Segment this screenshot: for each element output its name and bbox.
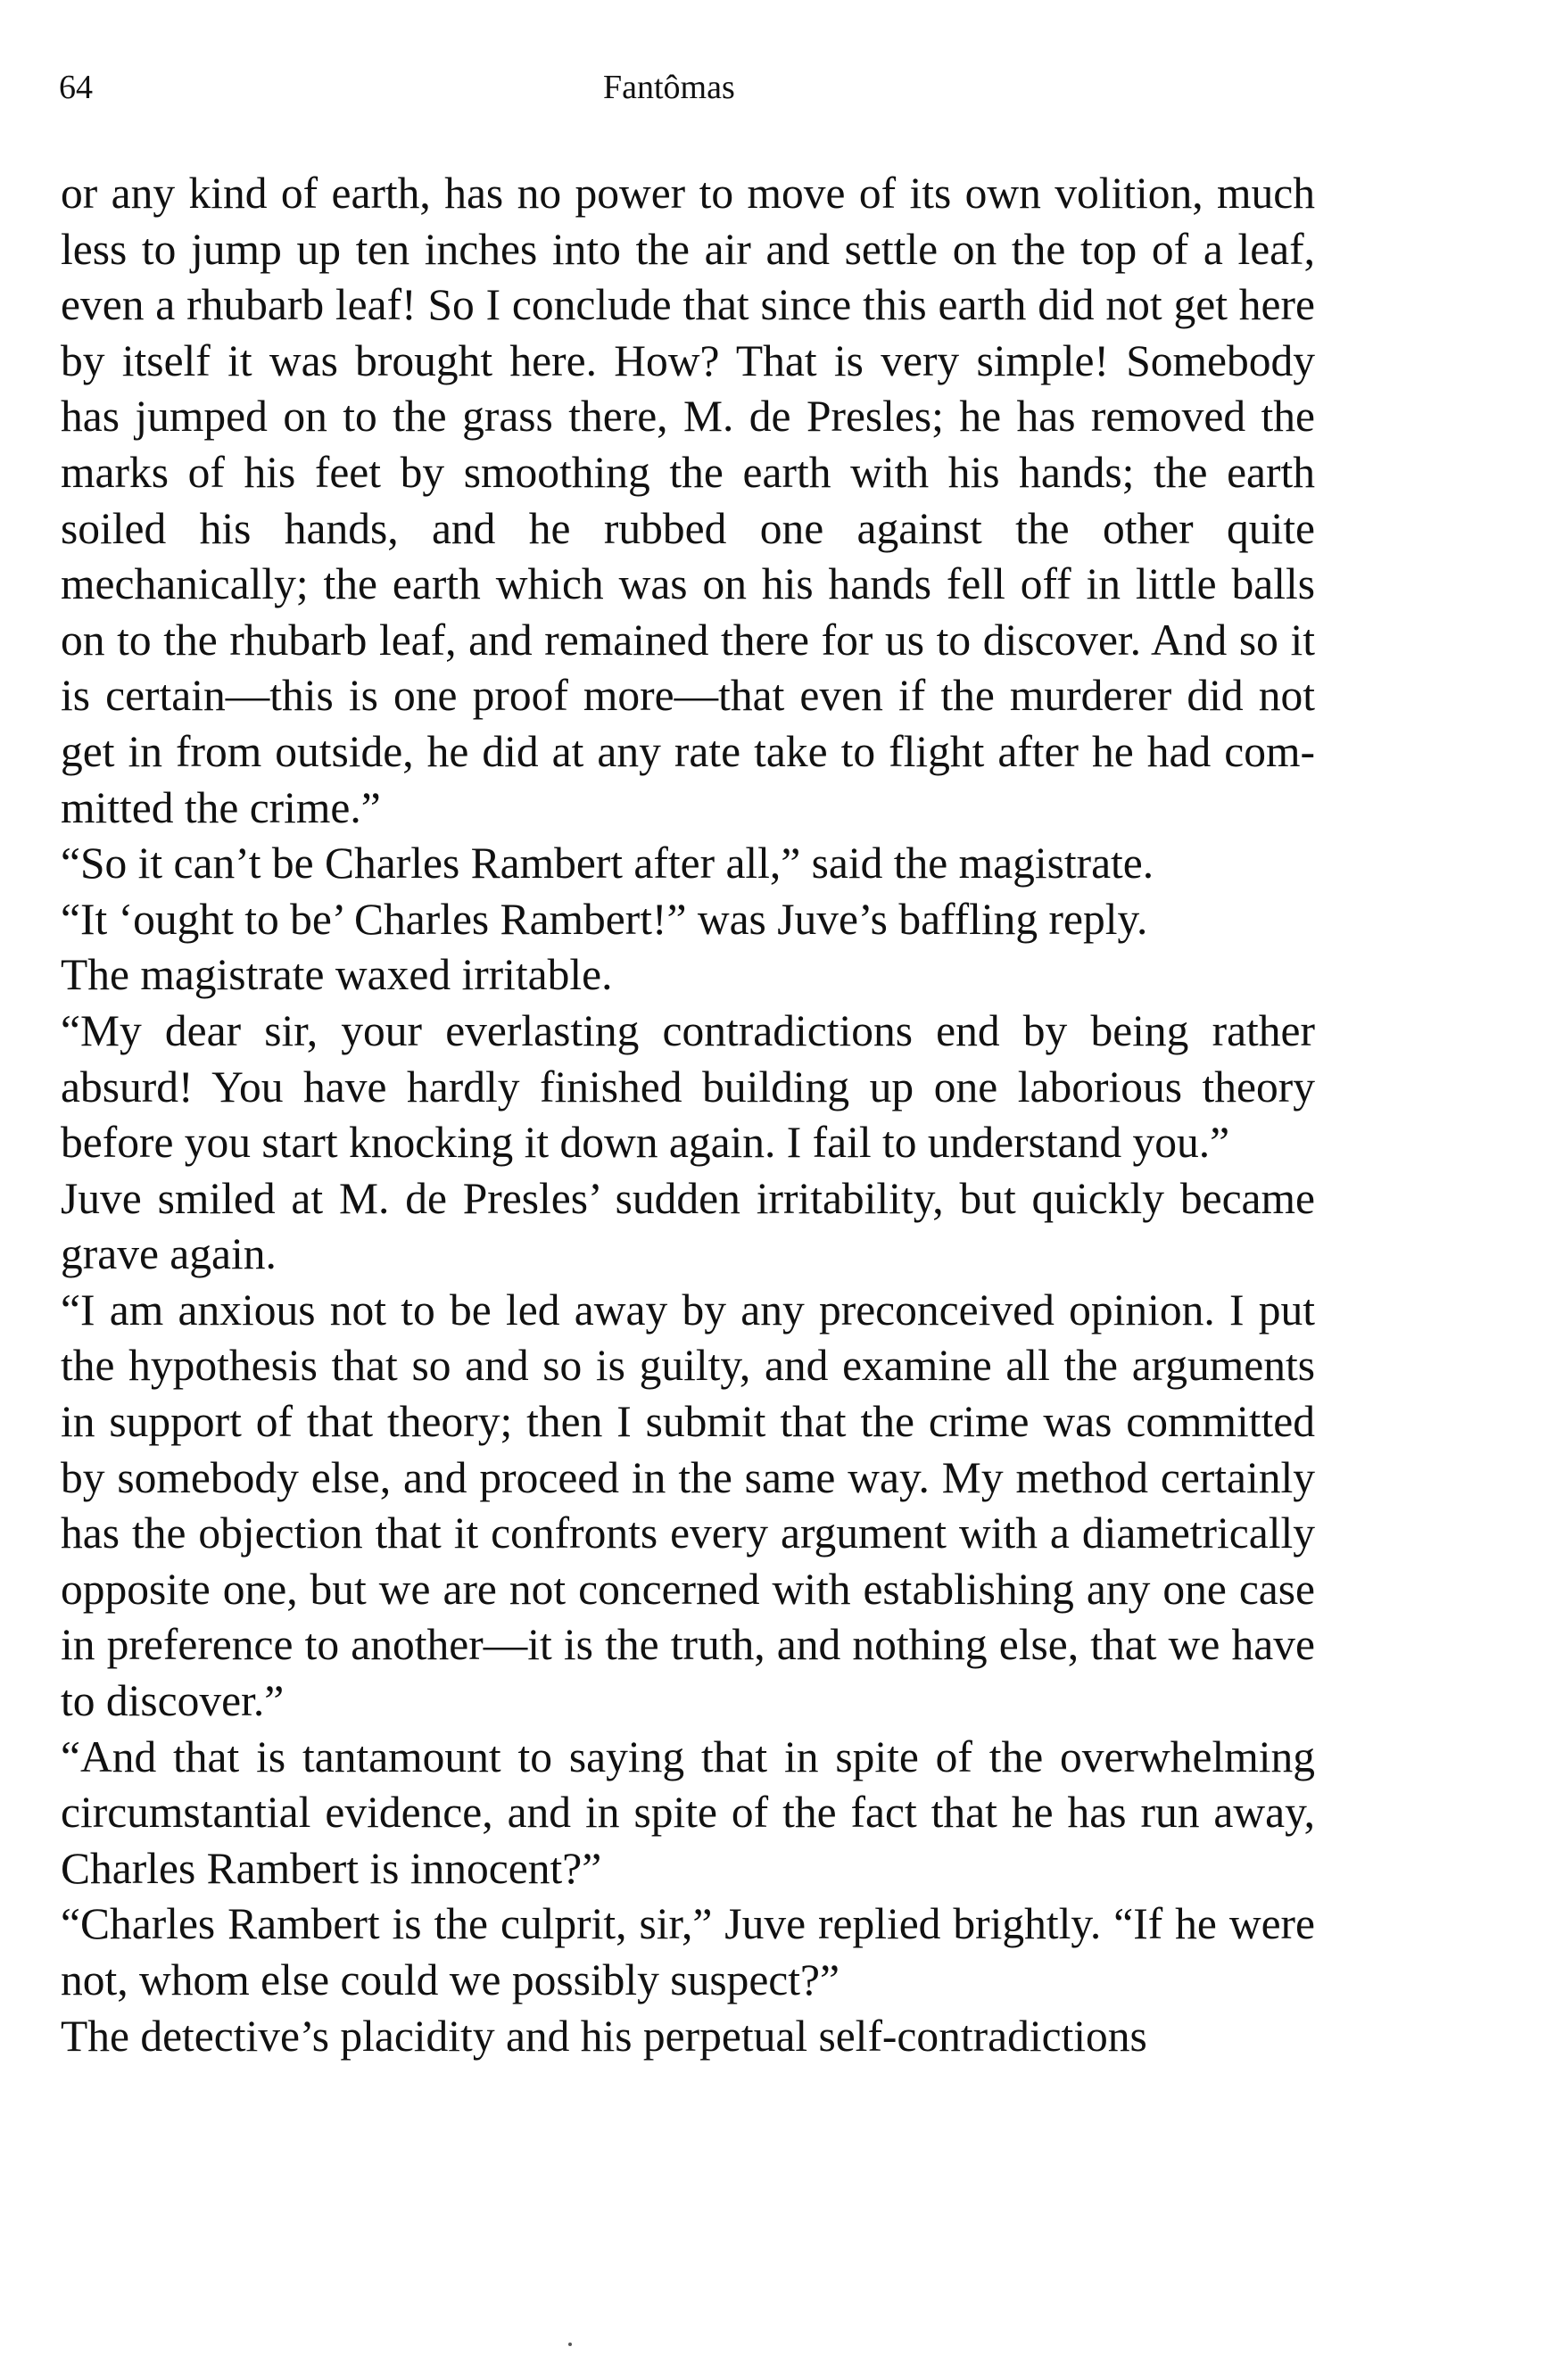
paragraph: or any kind of earth, has no power to move of its own volition, much less to jump up ten inches into the air and settle on the top of a leaf, even a rhubarb leaf! So I conclude that since this earth did not get here by itself it was brought here. How? That is very simple! Somebody has jumped on to the grass there, M. de Presles; he has removed the marks of his feet by smoothing the earth with his hands; the earth soiled his hands, and he rubbed one against the other quite mechanically; the earth which was on his hands fell off in little balls on to the rhubarb leaf, and remained there for us to discover. And so it is certain—this is one proof more—that even if the murderer did not get in from outside, he did at any rate take to flight after he had committed the crime.” <box>61 169 1315 832</box>
paragraph: “So it can’t be Charles Rambert after all,” said the magistrate. <box>61 839 1154 888</box>
paragraph: The detective’s placidity and his perpetual self-contradictions <box>61 2011 1147 2061</box>
paragraph: “I am anxious not to be led away by any preconceived opinion. I put the hypothesis that so and so is guilty, and examine all the arguments in support of that theory; then I submit that the crime was committed by somebody else, and proceed in the same way. My method certainly has the objection that it confronts every argument with a diametrically opposite one, but we are not concerned with establishing any one case in preference to another—it is the truth, and nothing else, that we have to discover.” <box>61 1285 1315 1726</box>
body-text <box>61 166 1315 2064</box>
paragraph: Juve smiled at M. de Presles’ sudden irritability, but quickly became grave again. <box>61 1173 1315 1279</box>
paragraph: “And that is tantamount to saying that in spite of the overwhelming circumstantial evidence, and in spite of the fact that he has run away, Charles Rambert is innocent?” <box>61 1731 1315 1893</box>
page-header <box>59 61 1317 114</box>
print-speck <box>568 2343 572 2346</box>
paragraph: “It ‘ought to be’ Charles Rambert!” was Juve’s baffling reply. <box>61 894 1148 944</box>
page-number: 64 <box>59 69 93 106</box>
running-title: Fantômas <box>603 69 735 106</box>
paragraph: “My dear sir, your everlasting contradictions end by being rather absurd! You have hardly finished building up one laborious theory before you start knocking it down again. I fail to understand you.” <box>61 1005 1315 1168</box>
paragraph: “Charles Rambert is the culprit, sir,” Juve replied brightly. “If he were not, whom else could we possibly suspect?” <box>61 1899 1315 2004</box>
paragraph: The magistrate waxed irritable. <box>61 950 613 1000</box>
